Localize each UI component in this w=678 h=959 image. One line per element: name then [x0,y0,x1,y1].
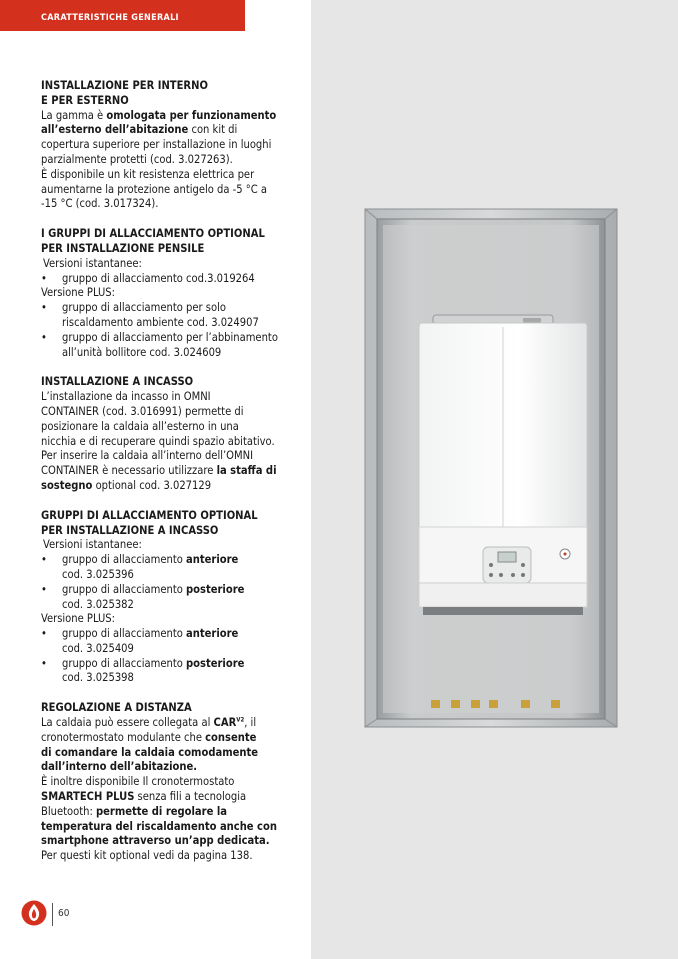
section-gruppi-incasso [41,509,303,687]
section-body: La gamma è omologata per funzionamento all’esterno dell’abitazione con kit di copertura superiore per installazione in luoghi parzialmente protetti (cod. 3.027263). È disponibile un kit resistenza elettrica per aumentarne la protezione antigelo da -5 °C a -15 °C (cod. 3.017324). [41,108,277,211]
section-regolazione-distanza [41,701,303,864]
bullet-list [41,301,303,360]
section-title: INSTALLAZIONE PER INTERNO E PER ESTERNO [41,79,208,107]
subheading: Versioni istantanee: [43,256,142,270]
bullet-list [41,553,303,612]
list-item: • gruppo di allacciamento posteriore cod. 3.025398 [41,657,303,687]
section-header-label: CARATTERISTICHE GENERALI [41,13,179,23]
subheading: Versione PLUS: [41,612,115,626]
bullet-list [41,627,303,686]
section-title: REGOLAZIONE A DISTANZA [41,701,192,715]
bullet-list [41,272,303,287]
section-installazione-interno-esterno [41,79,303,212]
section-title: I GRUPPI DI ALLACCIAMENTO OPTIONAL PER INSTALLAZIONE PENSILE [41,227,265,255]
section-body: La caldaia può essere collegata al $CAR^{V2}$, il cronotermostato modulante che consente di comandare la caldaia comodamente dall’interno dell’abitazione. È inoltre disponibile Il cronotermostato SMARTECH PLUS senza fili a tecnologia Bluetooth: permette di regolare la temperatura del riscaldamento anche con smartphone attraverso un’app dedicata. Per questi kit optional vedi da pagina 138. [41,716,277,863]
page-number: 60 [58,908,70,919]
footer-divider [52,903,53,926]
section-gruppi-pensile [41,227,303,360]
subheading: Versione PLUS: [41,286,115,300]
list-item: • gruppo di allacciamento posteriore cod. 3.025382 [41,583,303,613]
text-column [41,79,303,879]
boiler-container-illustration [363,205,621,731]
list-item: • gruppo di allacciamento cod.3.019264 [41,272,303,287]
list-item: • gruppo di allacciamento anteriore cod. 3.025409 [41,627,303,657]
list-item: • gruppo di allacciamento per solo riscaldamento ambiente cod. 3.024907 [41,301,303,331]
section-title: GRUPPI DI ALLACCIAMENTO OPTIONAL PER INSTALLAZIONE A INCASSO [41,508,258,537]
list-item: • gruppo di allacciamento anteriore cod. 3.025396 [41,553,303,583]
list-item: • gruppo di allacciamento per l’abbinamento all’unità bollitore cod. 3.024609 [41,331,303,361]
section-title: INSTALLAZIONE A INCASSO [41,375,194,389]
subheading: Versioni istantanee: [43,538,142,552]
section-installazione-incasso [41,375,303,493]
section-body: L’installazione da incasso in OMNI CONTAINER (cod. 3.016991) permette di posizionare la caldaia all’esterno in una nicchia e di recuperare quindi spazio abitativo. Per inserire la caldaia all’interno dell’OMNI CONTAINER è necessario utilizzare la staffa di sostegno optional cod. 3.027129 [41,390,277,492]
brand-flame-logo-icon [21,900,47,926]
